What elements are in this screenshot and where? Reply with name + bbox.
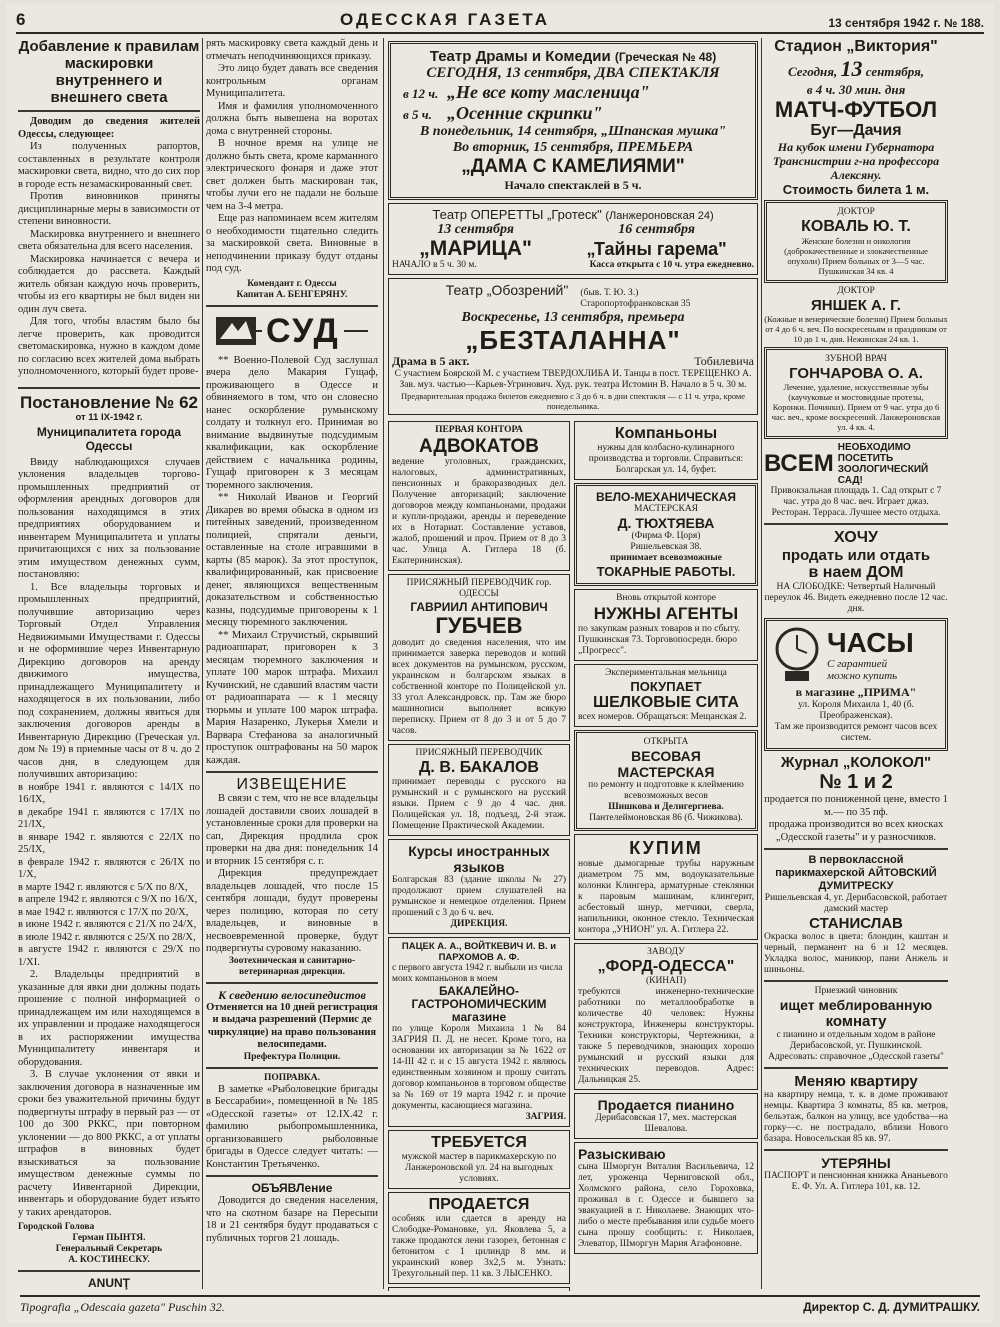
- dentist-pre: ЗУБНОЙ ВРАЧ: [825, 354, 887, 364]
- kolokol-price: продается по пониженной цене, вместо 1 м.— по 35 пф.: [764, 794, 948, 818]
- lost-ad: [764, 1155, 948, 1193]
- zoo-all: ВСЕМ: [764, 450, 834, 477]
- yanshek-pre: ДОКТОР: [837, 286, 875, 296]
- correction-title: ПОПРАВКА.: [263, 1072, 321, 1083]
- zoo-ad: [764, 442, 948, 519]
- mask-p8: В ночное время на улице не должно быть света, кроме карманного электрического фонаря и даже этот свет должен быть маскирован так, чтобы лучи его не падали не больше чем на 3-4 метра.: [206, 138, 378, 212]
- room-l2: комнату: [825, 1013, 887, 1030]
- buy-title: КУПИМ: [629, 838, 703, 858]
- courses-text: Болгарская 83 (здание школы № 27) продолжают прием слушателей на румынское и немецкое отделения. Прием прошений с 3 до 6 ч. веч.: [392, 875, 566, 918]
- scales-title: ВЕСОВАЯ МАСТЕРСКАЯ: [617, 748, 715, 780]
- issue-date: 13 сентября 1942 г. № 188.: [828, 16, 984, 30]
- dentist-name: ГОНЧАРОВА О. А.: [789, 365, 923, 382]
- watches-repair: Там же производится ремонт часов всех систем.: [774, 722, 938, 743]
- partners-wanted-title: Компаньоны: [614, 425, 718, 442]
- lawyers-text: ведение уголовных, гражданских, налоговых, административных, пенсионных и бракоразводных дел. Получение авторизаций; заключение договоров между компаньонами, продажи и купли-продажи, аренды и переведение их в Нотариат. Составление уставов, жалоб, прошений и проч. Прием от 8 до 3 час. Улица А. Гитлера 18 (б. Екатерининская).: [392, 457, 566, 566]
- bicycle-sign: Префектура Полиции.: [243, 1051, 341, 1062]
- for-sale-title: ПРОДАЕТСЯ: [428, 1196, 530, 1213]
- stadium-time: в 4 ч. 30 мин. дня: [806, 82, 906, 97]
- stadium-ad: [764, 38, 948, 197]
- drama-line-4: В понедельник, 14 сентября, „Шпанская мушка": [419, 124, 727, 139]
- watches-ad: [764, 618, 948, 751]
- watches-guarantee: С гарантией: [827, 658, 888, 670]
- revue-line-1: Воскресенье, 13 сентября, премьера: [461, 310, 685, 325]
- stadium-title: Стадион „Виктория": [774, 38, 938, 55]
- courses-title: Курсы иностранных языков: [408, 843, 550, 875]
- bike-workshop-address: Ришельевская 38.: [630, 542, 702, 552]
- room-l1: ищет меблированную: [779, 997, 933, 1013]
- stadium-today: Сегодня,: [787, 64, 838, 79]
- for-sale-ad: [388, 1192, 570, 1284]
- ford-odessa-ad: [574, 943, 758, 1090]
- divider: [18, 1270, 200, 1272]
- mask-p7: Имя и фамилия уполномоченного должна быть вывешена на воротах дома с внутренней стороны.: [206, 100, 378, 137]
- drama-premiere: „ДАМА С КАМЕЛИЯМИ": [461, 156, 685, 177]
- sieves-title: ШЕЛКОВЫЕ СИТА: [593, 694, 739, 711]
- buy-ad: [574, 834, 758, 940]
- drama-time-2: в 5 ч.: [403, 107, 432, 122]
- page-header: [16, 10, 984, 34]
- translator-name: ГАВРИИЛ АНТИПОВИЧ: [410, 600, 548, 614]
- newspaper-name: ОДЕССКАЯ ГАЗЕТА: [339, 10, 551, 29]
- schedule-row: в июле 1942 г. являются с 25/X по 28/X,: [18, 931, 196, 943]
- commandant-name: Капитан А. БЕНГЕРЯНУ.: [236, 289, 348, 300]
- drama-time-1: в 12 ч.: [403, 86, 439, 101]
- barber-text: Окраска волос в цвета: блондин, каштан и черный, перманент на 6 и 12 месяцев. Укладка волос, маникюр, пани Анжель и шиньоны.: [764, 932, 948, 975]
- house-l1: ХОЧУ: [834, 529, 878, 546]
- ford-kinap: (КИНАП): [645, 976, 687, 986]
- searching-text: сына Шморгун Виталия Васильевича, 12 лет, уроженца Черниговской обл., Холмского района, село Гороховка, проживал в г. Одессе и бывшего за эвакуацией в г. Николаеве. Знающих что-либо о месте пребывания или судьбе моего сына прошу сообщить: г. Николаев, Элеватор, Шморгун Мария Агафоновне.: [578, 1162, 754, 1249]
- yanshek-name: ЯНШЕК А. Г.: [811, 297, 901, 314]
- scales-pre: ОТКРЫТА: [643, 737, 689, 747]
- partners-shop: БАКАЛЕЙНО-ГАСТРОНОМИЧЕСКИМ магазине: [411, 984, 547, 1024]
- commandant-title: Комендант г. Одессы: [247, 278, 337, 289]
- mask-p4: Маскировка начинается с вечера и соблюдается до рассвета. Каждый житель обязан каждую ночь проверить, чтобы из его квартиры не был виден ни один луч света.: [18, 253, 200, 315]
- divider: [206, 982, 378, 984]
- clock-icon: [771, 625, 823, 685]
- operetta-show-1: „МАРИЦА": [419, 237, 532, 260]
- agents-title: НУЖНЫ АГЕНТЫ: [593, 604, 739, 623]
- operetta-cashbox: Касса открыта с 10 ч. утра ежедневно.: [589, 260, 754, 270]
- schedule-row: в декабре 1941 г. являются с 17/IX по 21/IX,: [18, 806, 200, 830]
- secretary-name: А. КОСТИНЕСКУ.: [68, 1255, 150, 1265]
- divider: [18, 387, 200, 389]
- correction-text: В заметке «Рыболовецкие бригады в Бессарабии», помещенной в № 185 «Одесской газеты» от 12.IX.42 г. фамилию рыбопромышленника, организовавшего рыболовные бригады в Одессе следует читать: — Константин Третьяченко.: [206, 1083, 378, 1170]
- ford-title: „ФОРД-ОДЕССА": [597, 958, 735, 975]
- koval-pre: ДОКТОР: [837, 207, 875, 217]
- swap-flat-ad: [764, 1073, 948, 1145]
- revue-cast: С участием Боярской М. с участием ТВЕРДОХЛИБА И. Танцы в пост. ТЕРЕЩЕНКО А. Зав. муз. частью—Карьев-Угринович. Худ. рук. театра Истомин В. Начало в 5 ч. 30 м.: [394, 369, 752, 390]
- translator-gubchev-ad: [388, 574, 570, 741]
- sieves-pre: Экспериментальная мельница: [605, 668, 727, 678]
- mask-p5: Для того, чтобы властям было бы легче проверить, как проводится светомаскировка, нужно в каждом доме по согласию всех жителей дома выбрать уполномоченного, который будет прове-: [18, 316, 200, 377]
- translator-text: доводит до сведения населения, что им принимается заверка переводов и копий всех документов на румынском, русском, украинском и болгарском языках в собственной конторе по Полицейской ул. 33 угол Александровск. пр. Там же бюро машинописи выполняет всякую переписку. Прием от 8 до 3 и от 5 до 7 часов.: [392, 638, 566, 736]
- stadium-price: Стоимость билета 1 м.: [782, 182, 930, 197]
- drama-title: Театр Драмы и Комедии: [429, 48, 611, 65]
- operetta-title: Театр ОПЕРЕТТЫ „Гротеск": [432, 207, 602, 222]
- wanted-text: мужской мастер в парикмахерскую по Ланжероновской ул. 24 на выгодных условиях.: [401, 1152, 557, 1184]
- piano-text: Дерибасовская 17, мех. мастерская Шевалова.: [595, 1113, 737, 1134]
- bike-workshop-accept: принимает всевозможные: [610, 553, 722, 563]
- schedule-row: в ноябре 1941 г. являются с 14/IX по 16/IX,: [18, 781, 200, 805]
- announcement-text: Доводится до сведения населения, что на скотном базаре на Пересыпи 18 и 21 сентября будут продаваться с публичных торгов 21 лошадь.: [206, 1195, 378, 1244]
- bicycle-title: К сведению велосипедистов: [218, 987, 366, 1002]
- agents-pre: Вновь открытой конторе: [616, 593, 716, 603]
- divider: [206, 305, 378, 307]
- court-logo-text: СУД: [262, 311, 344, 351]
- scales-names: Шишкова и Делигергиева.: [608, 802, 724, 812]
- wanted-title: ТРЕБУЕТСЯ: [431, 1134, 527, 1151]
- drama-line-1: СЕГОДНЯ, 13 сентября, ДВА СПЕКТАКЛЯ: [426, 65, 720, 81]
- bike-workshop-works: ТОКАРНЫЕ РАБОТЫ.: [596, 564, 736, 579]
- courses-sign: ДИРЕКЦИЯ.: [450, 919, 508, 929]
- revue-show: „БЕЗТАЛАННА": [465, 325, 681, 355]
- revue-address: (быв. Т. Ю. З.) Старопортофранковская 35: [580, 288, 691, 309]
- post-date: от 11 IX-1942 г.: [75, 411, 143, 423]
- house-ad: [764, 529, 948, 615]
- signature-block: [18, 1222, 200, 1233]
- divider: [206, 771, 378, 773]
- sieves-text: всех номеров. Обращаться: Мещанская 2.: [578, 712, 747, 722]
- revue-title: Театр „Обозрений": [445, 282, 569, 298]
- koval-text: Женские болезни и онкология (доброкачественные и злокачественные опухоли) Прием больных от 3—5 час. Пушкинская 34 кв. 4: [784, 236, 928, 276]
- bike-workshop-title: ВЕЛО-МЕХАНИЧЕСКАЯ: [595, 490, 737, 504]
- language-courses-ad: [388, 839, 570, 934]
- bakalov-name: Д. В. БАКАЛОВ: [419, 759, 539, 776]
- operetta-date-2: 16 сентября: [618, 222, 696, 237]
- stadium-cup: На кубок имени Губернатора Транснистрии г-на профессора Алексяну.: [772, 140, 940, 182]
- buy-text: новые дымогарные трубы наружным диаметром 75 мм, водоуказательные колонки Клингера, арматурные стеклянки к паровым машинам, клингерит, асбестовый шнур, метчики, сверла, напильники, оконное стекло. Техническая контора „УНИОН" ул. А. Гитлера 22.: [578, 859, 754, 935]
- bike-workshop-firm: (Фирма Ф. Цоря): [631, 531, 701, 541]
- court-case-3: ** Михаил Стручистый, скрывший радиоаппарат, приговорен к 3 месяцам тюремного заключения и уплате 100 марок штрафа. Михаил Кучинский, не сдавший властям части от радиоаппарата — к 1 месяцу тюрьмы и уплате 100 марок штрафа. Мария Назаренко, Лукерья Хмели и Варвара Стефанова за аналогичный проступок оштрафованы на 50 марок каждая.: [206, 629, 378, 766]
- notice-p1: В связи с тем, что не все владельцы лошадей доставили своих лошадей в установленные сроки для проверки на сап, Дирекция продлила срок проверки на два дня: понедельник 14 и вторник 15 сентября с. г.: [206, 793, 378, 867]
- notice-p2: Дирекция предупреждает владельцев лошадей, что после 15 сентября лошади, будут проверены через полицию, которая по сету владельцев, и виновные в несвоевременной проверке, будут подвергнуты суровому наказанию.: [206, 868, 378, 954]
- drama-theatre-ad: [388, 41, 758, 200]
- partners-wanted-text: нужны для колбасно-кулинарного производства и торговли. Справиться: Болгарская ул. 14, буфет.: [588, 443, 744, 475]
- divider: [764, 523, 948, 525]
- post-schedule: [18, 782, 200, 970]
- notice-title: ИЗВЕЩЕНИЕ: [236, 776, 348, 793]
- divider: [764, 1067, 948, 1069]
- revue-genre: Драма в 5 акт.: [392, 354, 470, 368]
- translator-pre: ПРИСЯЖНЫЙ ПЕРЕВОДЧИК гор. ОДЕССЫ: [406, 578, 552, 599]
- lawyers-title: АДВОКАТОВ: [419, 436, 539, 457]
- schedule-row: в августе 1942 г. являются с 29/X по 1/XI.: [18, 944, 200, 968]
- operetta-date-1: 13 сентября: [437, 222, 515, 237]
- bike-workshop-owner: Д. ТЮХТЯЕВА: [617, 515, 715, 531]
- ads-right: [574, 418, 758, 1291]
- yanshek-text: (Кожные и венерические болезни) Прием больных от 4 до 6 ч. веч. По воскресеньям и праздникам от 10 до 1 ч. дня. Нежинская 24 кв. 1.: [764, 314, 948, 344]
- barber-address: Ришельевская 4, уг. Дерибасовской, работает дамский мастер: [764, 893, 948, 914]
- scales-text: по ремонту и подготовке к клеймению всевозможных весов: [588, 780, 744, 801]
- house-l3: в наем ДОМ: [808, 564, 904, 581]
- drama-start: Начало спектаклей в 5 ч.: [504, 178, 642, 192]
- printer: Tipografia „Odescaia gazeta" Puschin 32.: [20, 1299, 225, 1314]
- stadium-teams: Буг—Дачия: [810, 122, 902, 139]
- barber-name: СТАНИСЛАВ: [809, 915, 903, 932]
- translator-bakalov-ad: [388, 744, 570, 836]
- room-text: с пианино и отдельным ходом в районе Дерибасовской, уг. Пушкинской. Адресовать: справочное „Одесской газеты": [768, 1030, 944, 1062]
- watches-buy: можно купить: [827, 670, 898, 682]
- post-p3: 2. Владельцы предприятий в указанные для явки дни должны подать прошение с полной информацией о принадлежащем им или находящемся в их управлении и продаже находящегося в их распоряжении имущества Муниципалитету инвентаря и оборудования.: [18, 969, 200, 1068]
- ford-text: требуются инженерно-технические работники по металлообработке в количестве 40 человек: Нужны конструктора, Инженеры конструкторы. Техники конструкторы, Чертежники, а также 5 переводчиков, знающих хорошо румынский и русский языки для технических переводов. Адрес: Дальницкая 25.: [578, 987, 754, 1085]
- page-number: 6: [16, 10, 26, 29]
- mask-p3: Маскировка внутреннего и внешнего света обязательна для всего населения.: [18, 228, 200, 252]
- ads-left: [388, 418, 570, 1291]
- mask-p6: Это лицо будет давать все сведения контрольным органам Муниципалитета.: [206, 63, 378, 99]
- scales-workshop-ad: [574, 730, 758, 831]
- director: Директор С. Д. ДУМИТРАШКУ.: [803, 1300, 980, 1314]
- lawyers-ad: [388, 421, 570, 571]
- house-l2: продать или отдать: [781, 547, 931, 564]
- bike-workshop-ad: [574, 483, 758, 586]
- operetta-address: (Ланжероновская 24): [605, 210, 714, 222]
- job-search-ad: [388, 1287, 570, 1291]
- zoo-title: НЕОБХОДИМО ПОСЕТИТЬ ЗООЛОГИЧЕСКИЙ САД!: [837, 442, 929, 486]
- page-footer: [20, 1295, 980, 1317]
- translator-surname: ГУБЧЕВ: [435, 613, 523, 638]
- schedule-row: в апреле 1942 г. являются с 9/X по 16/X,: [18, 894, 198, 905]
- schedule-row: в мае 1942 г. являются с 17/X по 20/X,: [18, 906, 189, 918]
- swap-title: Меняю квартиру: [794, 1073, 918, 1090]
- operetta-ad: [388, 203, 758, 275]
- schedule-row: в июне 1942 г. являются с 21/X по 24/X,: [18, 919, 197, 930]
- bike-workshop-sub: МАСТЕРСКАЯ: [633, 504, 699, 514]
- partners-wanted-ad: [574, 421, 758, 480]
- mayor-name: Герман ПЫНТЯ.: [72, 1233, 146, 1243]
- partners-text-2: по улице Короля Михаила 1 № 84 ЗАГРИЯ П. Д. не несет. Кроме того, на основании их авторизации за № 1622 от 14-III 42 г. и с 15 августа 1942 г. являюсь единственным хозяином и прошу считать договор компаньонов в торговом обществе за № 169 от 19 марта 1942 г. и прочие документы, касающиеся магазина.: [392, 1024, 566, 1111]
- mask-p2: Против виновников приняты дисциплинарные меры в зависимости от степени виновности.: [18, 191, 200, 227]
- mask-intro: Доводим до сведения жителей Одессы, следующее:: [18, 116, 200, 140]
- doctor-yanshek-ad: [764, 286, 948, 344]
- column-2: [206, 38, 378, 1291]
- anunt-text: [18, 1290, 200, 1291]
- divider: [206, 1175, 378, 1177]
- watches-title: ЧАСЫ: [827, 627, 914, 658]
- bakalov-text: принимает переводы с русского на румынский и с румынского на русский языки. Прием с 9 до 4 час. дня. Полицейская ул. 18, подъезд, 2-й этаж. Помещение Практической Академии.: [392, 777, 566, 831]
- stadium-day: 13: [840, 56, 863, 81]
- divider: [764, 980, 948, 982]
- drama-show-1: „Не все коту масленица": [447, 82, 650, 102]
- revue-author: Тобилевича: [694, 354, 754, 368]
- zoo-text: Привокзальная площадь 1. Сад открыт с 7 час. утра до 8 час. веч. Играет джаз. Ресторан. Терраса. Лучшее место отдыха.: [770, 486, 942, 518]
- column-divider: [383, 38, 384, 1289]
- kolokol-ad: [764, 754, 948, 844]
- schedule-row: в марте 1942 г. являются с 5/X по 8/X,: [18, 881, 188, 893]
- sieves-buy: ПОКУПАЕТ: [630, 679, 702, 694]
- lawyers-pre: ПЕРВАЯ КОНТОРА: [435, 425, 523, 435]
- agents-text: по закупкам разных товаров и по сбыту. Пушкинская 73. Торговопосредн. бюро „Прогресс".: [578, 624, 741, 656]
- partners-sign: ЗАГРИЯ.: [525, 1112, 566, 1122]
- piano-title: Продается пианино: [597, 1097, 735, 1113]
- swap-text: на квартиру немца, т. к. в доме проживают немцы. Квартира 3 комнаты, 85 кв. метров, бельэтаж, балкон на улицу, все удобства—на горку—с. не пострадало, вблизи Нового базара. Новосельская 85 кв. 97.: [764, 1090, 948, 1144]
- ford-pre: ЗАВОДУ: [647, 947, 685, 957]
- doctor-koval-ad: [764, 200, 948, 283]
- schedule-row: в феврале 1942 г. являются с 26/IX по 1/X,: [18, 856, 200, 880]
- mask-title: Добавление к правилам маскировки внутреннего и внешнего света: [18, 38, 200, 106]
- operetta-show-2: „Тайны гарема": [586, 239, 727, 259]
- divider: [206, 1067, 378, 1069]
- dentist-text: Лечение, удаление, искусственные зубы (каучуковые и мостовидные протезы, Коронки. Починки). Прием от 9 час. утра до 6 час. веч., кроме воскресений. Ланжероновская ул. 4 кв. 4.: [771, 382, 941, 432]
- kolokol-sale: продажа производится во всех киосках „Одесской газеты" и у разносчиков.: [768, 819, 944, 843]
- drama-address: (Греческая № 48): [614, 50, 717, 64]
- post-p4: 3. В случае уклонения от явки и заключения договора в назначенные им сроки без уважительной причины будут подвергнуты штрафу в первый раз — от 100 до 300 РККС, при повторном уклонении — до 800 РККС, а от уплаты штрафов в виновных будет взыскиваться за пользование имуществом денежные суммы по расчету Инвентарной Дирекции, инвентарь и оборудование будет изъято у таких арендаторов.: [18, 1069, 200, 1218]
- sieves-ad: [574, 664, 758, 727]
- searching-title: Разыскиваю: [578, 1146, 666, 1162]
- scales-address: Пантелеймоновская 86 (б. Чижикова).: [589, 813, 743, 823]
- lost-title: УТЕРЯНЫ: [821, 1155, 891, 1171]
- drama-line-5: Во вторник, 15 сентября, ПРЕМЬЕРА: [452, 140, 694, 155]
- post-title: Постановление № 62: [19, 392, 198, 412]
- kolokol-title: Журнал „КОЛОКОЛ": [780, 754, 932, 771]
- partners-text-1: с первого августа 1942 г. выбыли из числа моих компаньонов в моем: [392, 963, 563, 984]
- bicycle-text: Отменяется на 10 дней регистрация и выдача разрешений (Пермис де чиркуляцие) на право пользования велосипедами.: [206, 1001, 378, 1050]
- announcement-title: ОБЪЯВЛение: [251, 1181, 333, 1195]
- notice-sign: Зоотехническая и санитарно-ветеринарная дирекция.: [228, 955, 356, 977]
- room-pre: Приезжий чиновник: [814, 986, 898, 996]
- secretary-title: Генеральный Секретарь: [55, 1244, 163, 1254]
- house-text: НА СЛОБОДКЕ: Четвертый Наличный переулок 46. Видеть ежедневно после 12 час. дня.: [764, 582, 948, 614]
- watches-address: ул. Короля Михаила 1, 40 (б. Преображенская).: [798, 700, 914, 721]
- piano-ad: [574, 1093, 758, 1139]
- post-p1: Ввиду наблюдающихся случаев уклонения владельцев торгово-промышленных предприятий от оформления арендных договоров для пользования находящимся в этих предприятиях оборудованием и инвентарем Муниципалитета и уплаты причитающихся с них за пользование этим имуществом денежных сумм, постановляю:: [18, 456, 200, 580]
- mask-p1: Из полученных рапортов, составленных в результате контроля маскировки света, видно, что до сих пор в городе есть незамаскированный свет.: [18, 141, 200, 190]
- room-wanted-ad: [764, 986, 948, 1063]
- for-sale-text: особняк или сдается в аренду на Слободке-Романовке, ул. Яковлева 5, а также продаются лени газорез, бетонная с бетонитом с 1 цилиндр 8 мм. и украинский ковер 3х2,5 м. Узнать: Трехугольный пер. 11 кв. 3 ЛЫСЕНКО.: [392, 1214, 566, 1279]
- newspaper-page: [6, 4, 994, 1323]
- post-p2: 1. Все владельцы торговых и промышленных предприятий, получившие авторизацию через Торговый Отдел Управления Недвижимыми Имуществами г. Одессы и не оформившие через Инвентарную Дирекцию договоров на аренду движимого имущества, принадлежащего Муниципалитету и находящегося в их пользовании, либо под сохранением, должны явиться для заключения договоров аренды в Инвентарную Дирекцию (Греческая ул. дом № 19) в приемные часы от 8 ч. до 2 часов дня, в следующем для получивших авторизацию:: [18, 581, 200, 780]
- searching-son-ad: [574, 1142, 758, 1254]
- post-subtitle: Муниципалитета города Одессы: [36, 424, 182, 453]
- mask-cont: рять маскировку света каждый день и отмечать неподчиняющихся приказу.: [206, 38, 378, 62]
- anunt-title: ANUNŢ: [88, 1276, 130, 1290]
- ads-grid-1: [388, 418, 758, 1291]
- bakalov-pre: ПРИСЯЖНЫЙ ПЕРЕВОДЧИК: [415, 748, 543, 758]
- partners-ad: [388, 937, 570, 1127]
- divider: [18, 110, 200, 112]
- revue-theatre-ad: [388, 278, 758, 415]
- partners-title: ПАЦЕК А. А., ВОЙТКЕВИЧ И. В. и ПАРХОМОВ А. Ф.: [401, 941, 557, 963]
- divider: [764, 848, 948, 850]
- column-divider: [202, 38, 203, 1289]
- stadium-match: МАТЧ-ФУТБОЛ: [774, 97, 938, 122]
- operetta-start: НАЧАЛО в 5 ч. 30 м.: [392, 260, 477, 270]
- drama-show-2: „Осенние скрипки": [447, 103, 603, 123]
- dentist-ad: [764, 347, 948, 439]
- column-divider: [761, 38, 762, 1289]
- court-case-2: ** Николай Иванов и Георгий Дикарев во время обыска в одном из питейных заведений, произведенном полицией, спрятали деньги, оставленные на столе игравшими в карты (85 марок). За этот проступок, квалифицированный, как присвоение денег, являющихся вещественным доказательством и собственностью казны, подсудимые приговорены к 1 месяцу тюремного заключения.: [206, 492, 378, 628]
- mayor-title: Городской Голова: [18, 1222, 95, 1232]
- stadium-month: сентября,: [865, 64, 925, 79]
- revue-tickets: Предварительная продажа билетов ежедневно с 3 до 6 ч. в дни спектакля — с 11 ч. утра, кроме понедельника.: [400, 391, 746, 411]
- kolokol-issue: № 1 и 2: [819, 771, 893, 793]
- watches-shop: в магазине „ПРИМА": [795, 685, 917, 699]
- mask-p9: Еще раз напоминаем всем жителям о необходимости тщательно следить за маскировкой света. Виновные в неподчинении приказу будут отданы под суд.: [206, 213, 378, 274]
- barber-title: В первоклассной парикмахерской АЙТОВСКИЙ ДУМИТРЕСКУ: [775, 854, 937, 892]
- court-logo: [212, 311, 372, 351]
- court-case-1: ** Военно-Полевой Суд заслушал вчера дело Макария Гущаф, проживающего в Одессе и обвиняемого в том, что он словесно нанес оскорбление румынскому солдату и толкнул его. Принимая во внимание выдвинутые подсудимым квалификации, как оскорбление действием с начальника родины, Гущаф приговорен к 3 месяцам тюремного заключения.: [206, 354, 378, 491]
- column-4: [764, 38, 948, 1291]
- schedule-row: в январе 1942 г. являются с 22/IX по 25/IX,: [18, 831, 200, 855]
- barber-ad: [764, 854, 948, 976]
- column-1: [18, 38, 200, 1291]
- divider: [764, 1149, 948, 1151]
- koval-name: КОВАЛЬ Ю. Т.: [801, 218, 911, 235]
- lost-text: ПАСПОРТ и пенсионная книжка Ананьевого Е. Ф. Ул. А. Гитлера 101, кв. 12.: [764, 1171, 948, 1192]
- agents-ad: [574, 589, 758, 661]
- column-3: [388, 38, 758, 1291]
- wanted-ad: [388, 1130, 570, 1189]
